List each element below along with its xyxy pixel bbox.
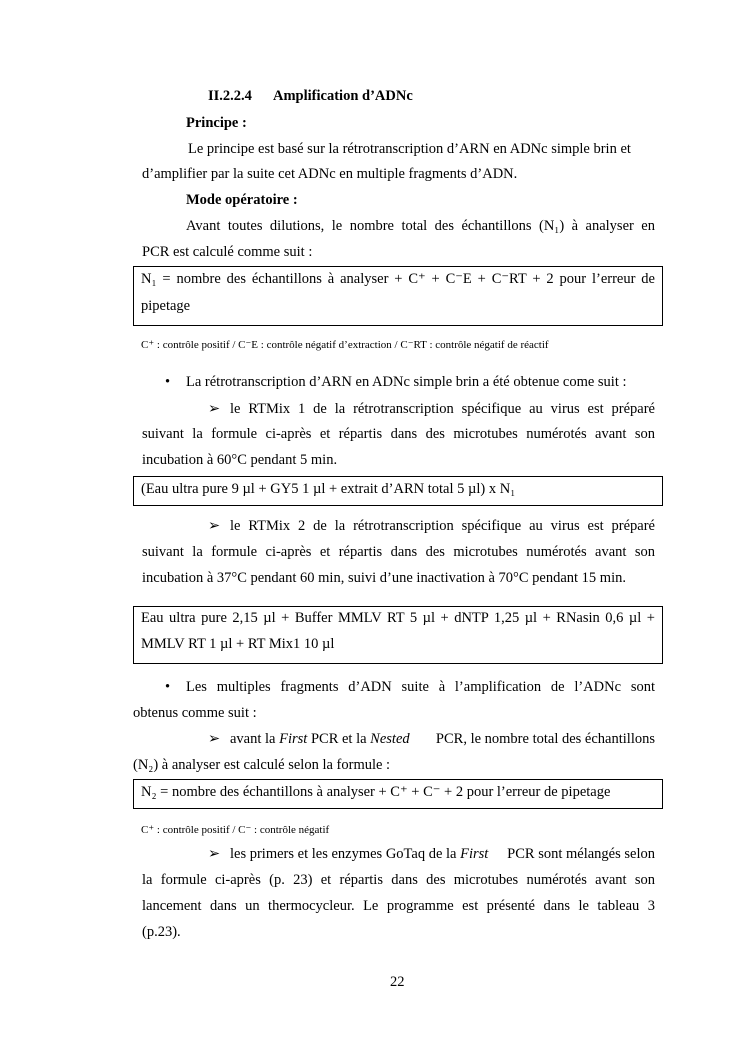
principe-label: Principe : [186, 115, 247, 131]
arrow-bullet-icon: ➢ [208, 731, 221, 747]
pcr-arrow1-post: PCR, le nombre total des échantillons [435, 731, 655, 747]
mode-line-1-word: en [641, 218, 655, 234]
mix1-formula: (Eau ultra pure 9 µl + GY5 1 µl + extrait d’ARN total 5 µl) x N₁ [141, 481, 516, 497]
first-pcr-term-2: First [460, 846, 489, 862]
pcr-arrow2-line-3: lancement dans un thermocycleur. Le programme est présenté dans le tableau 3 [142, 898, 655, 914]
mix2-line-3: incubation à 37°C pendant 60 min, suivi d’une inactivation à 70°C pendant 15 min. [142, 570, 626, 586]
formula-n1-line-1: N₁ = nombre des échantillons à analyser + C⁺ + C⁻E + C⁻RT + 2 pour l’erreur de [141, 271, 655, 287]
pcr-bullet-line-2: obtenus comme suit : [133, 705, 257, 721]
rt-bullet-text: La rétrotranscription d’ARN en ADNc simple brin a été obtenue come suit : [186, 374, 627, 390]
mix1-line-1: le RTMix 1 de la rétrotranscription spécifique au virus est préparé [230, 401, 655, 417]
pcr-arrow2-post: PCR sont mélangés selon [507, 846, 655, 862]
bullet-icon: • [165, 679, 171, 695]
formula-n1-line-2: pipetage [141, 298, 191, 314]
pcr-arrow1-line-2: (N₂) à analyser est calculé selon la formule : [133, 757, 391, 773]
mode-line-1-word: le [331, 218, 343, 234]
mode-line-1 [186, 218, 655, 235]
mode-line-2: PCR est calculé comme suit : [142, 244, 313, 260]
mode-line-1-word: Avant [186, 218, 221, 234]
pcr-arrow1-line-1 [230, 731, 655, 748]
mode-line-1-word: total [401, 218, 428, 234]
arrow-bullet-icon: ➢ [208, 846, 221, 862]
pcr-arrow2-pre: les primers et les enzymes GoTaq de la [230, 846, 461, 862]
mode-line-1-word: (N₁) [539, 218, 565, 234]
principe-line-1: Le principe est basé sur la rétrotranscription d’ARN en ADNc simple brin et [188, 141, 631, 157]
mode-line-1-word: des [434, 218, 455, 234]
first-pcr-term: First [279, 731, 308, 747]
section-number: II.2.2.4 [208, 88, 252, 104]
bullet-icon: • [165, 374, 171, 390]
mode-label: Mode opératoire : [186, 192, 298, 208]
mix2-formula-line-2: MMLV RT 1 µl + RT Mix1 10 µl [141, 636, 335, 652]
principe-line-2: d’amplifier par la suite cet ADNc en multiple fragments d’ADN. [142, 166, 518, 182]
formula-n2: N₂ = nombre des échantillons à analyser + C⁺ + C⁻ + 2 pour l’erreur de pipetage [141, 784, 611, 800]
pcr-arrow2-line-4: (p.23). [142, 924, 181, 940]
mix2-line-1: le RTMix 2 de la rétrotranscription spécifique au virus est préparé [230, 518, 655, 534]
arrow-bullet-icon: ➢ [208, 518, 221, 534]
mode-line-1-word: analyser [585, 218, 634, 234]
controls-note-1: C⁺ : contrôle positif / C⁻E : contrôle négatif d’extraction / C⁻RT : contrôle négatif de réactif [141, 339, 549, 351]
mode-line-1-word: à [571, 218, 579, 234]
mode-line-1-word: nombre [349, 218, 394, 234]
controls-note-2: C⁺ : contrôle positif / C⁻ : contrôle négatif [141, 824, 330, 836]
mix2-formula-line-1: Eau ultra pure 2,15 µl + Buffer MMLV RT 5 µl + dNTP 1,25 µl + RNasin 0,6 µl + [141, 610, 655, 626]
mode-line-1-word: toutes [227, 218, 263, 234]
pcr-arrow2-line-1 [230, 846, 655, 863]
pcr-arrow1-mid: PCR et la [307, 731, 371, 747]
section-title: Amplification d’ADNc [273, 88, 413, 104]
pcr-arrow2-line-2: la formule ci-après (p. 23) et répartis dans des microtubes numérotés avant son [142, 872, 655, 888]
mode-line-1-word: échantillons [461, 218, 532, 234]
nested-pcr-term: Nested [370, 731, 410, 747]
mix1-line-3: incubation à 60°C pendant 5 min. [142, 452, 338, 468]
pcr-bullet-line-1: Les multiples fragments d’ADN suite à l’amplification de l’ADNc sont [186, 679, 655, 695]
mix2-line-2: suivant la formule ci-après et répartis dans des microtubes numérotés avant son [142, 544, 655, 560]
page-number: 22 [390, 974, 405, 990]
pcr-arrow1-pre: avant la [230, 731, 280, 747]
mode-line-1-word: dilutions, [269, 218, 325, 234]
mix1-line-2: suivant la formule ci-après et répartis dans des microtubes numérotés avant son [142, 426, 655, 442]
arrow-bullet-icon: ➢ [208, 401, 221, 417]
